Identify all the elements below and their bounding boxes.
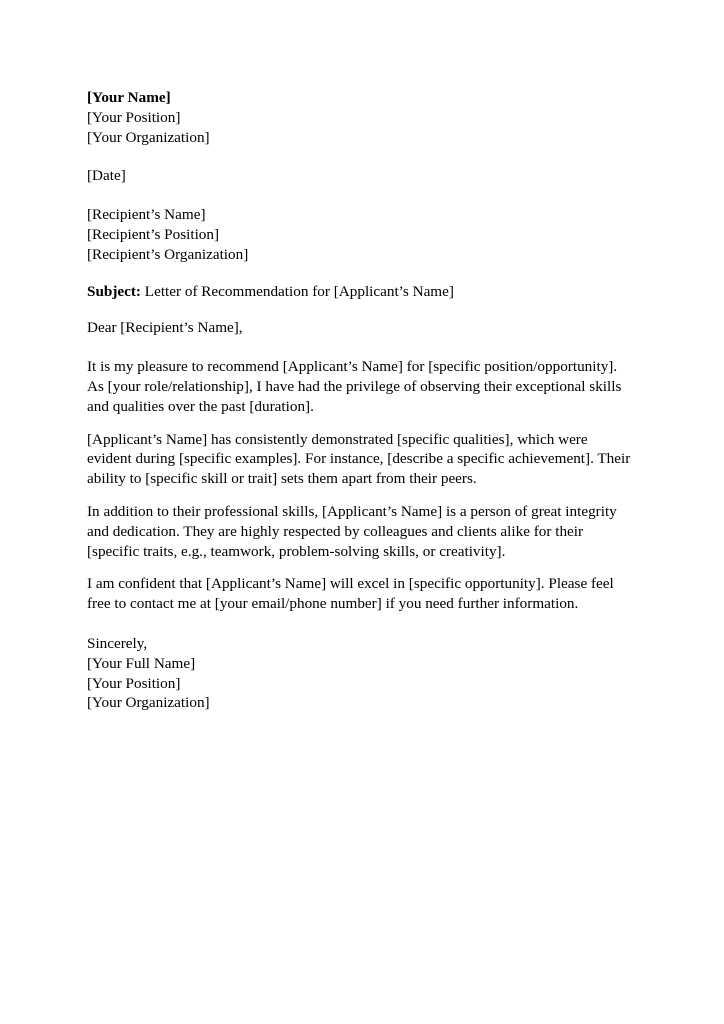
subject-text: Letter of Recommendation for [Applicant’s Name] (141, 282, 454, 300)
spacer-after-salutation (87, 338, 632, 357)
spacer-paragraph-1 (87, 417, 632, 430)
body-paragraph-1: It is my pleasure to recommend [Applicant’s Name] for [specific position/opportunity]. As [your role/relationship], I have had the privilege of observing their exceptional skills and qualities over the past [duration]. (87, 358, 622, 415)
spacer-after-date (87, 186, 632, 205)
spacer-after-subject (87, 301, 632, 318)
sender-name: [Your Name] (87, 89, 171, 106)
spacer-paragraph-3 (87, 561, 632, 574)
salutation-line: Dear [Recipient’s Name], (87, 319, 243, 337)
recipient-block (87, 205, 632, 264)
sender-position: [Your Position] (87, 108, 181, 126)
sender-organization: [Your Organization] (87, 128, 210, 146)
closing-valediction: Sincerely, (87, 634, 148, 652)
spacer-after-recipient (87, 265, 632, 282)
body-paragraph-2: [Applicant’s Name] has consistently demonstrated [specific qualities], which were evident during [specific examples]. For instance, [describe a specific achievement]. Their ability to [specific skill or trait] sets them apart from their peers. (87, 430, 631, 488)
closing-organization: [Your Organization] (87, 694, 210, 712)
body-paragraph-3: In addition to their professional skills, [Applicant’s Name] is a person of great integrity and dedication. They are highly respected by colleagues and clients alike for their [specific traits, e.g., teamwork, problem-solving skills, or creativity]. (87, 502, 617, 560)
closing-position: [Your Position] (87, 674, 181, 692)
closing-block (87, 634, 632, 713)
spacer-before-closing (87, 614, 632, 634)
closing-full-name: [Your Full Name] (87, 654, 196, 672)
subject-line (87, 282, 632, 302)
body-paragraph-4: I am confident that [Applicant’s Name] will excel in [specific opportunity]. Please feel free to contact me at [your email/phone number] if you need further information. (87, 575, 614, 613)
recipient-name: [Recipient’s Name] (87, 206, 206, 224)
recipient-organization: [Recipient’s Organization] (87, 245, 249, 263)
sender-block (87, 88, 632, 147)
spacer-paragraph-2 (87, 489, 632, 502)
date-block (87, 166, 632, 186)
recipient-position: [Recipient’s Position] (87, 225, 220, 243)
date-line: [Date] (87, 167, 126, 185)
letter-body (87, 88, 632, 713)
subject-label: Subject: (87, 282, 141, 300)
spacer-after-sender (87, 147, 632, 166)
